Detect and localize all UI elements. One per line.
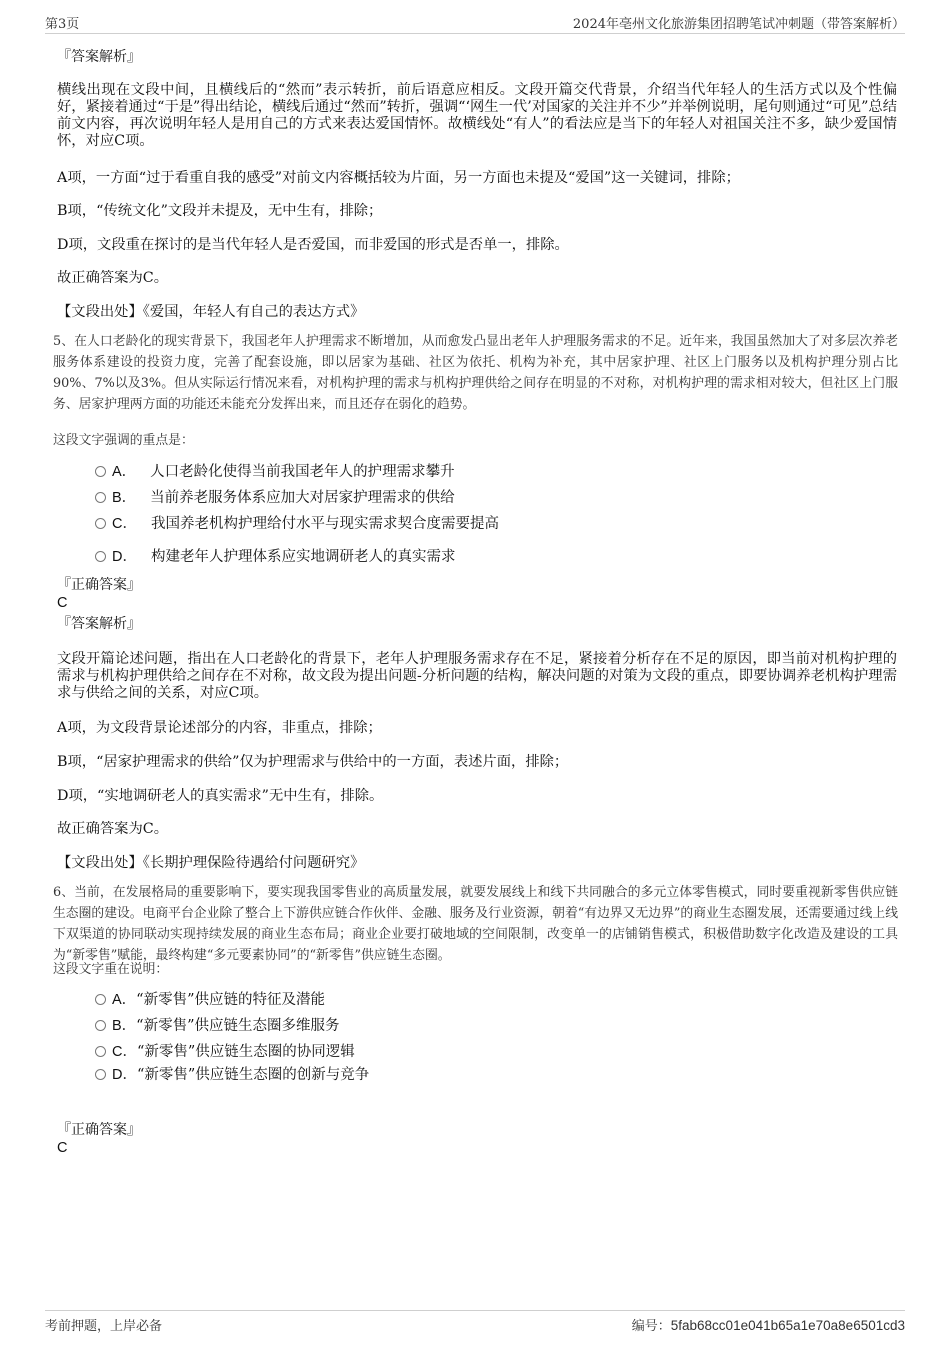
option-text: “新零售”供应链生态圈的协同逻辑: [136, 1044, 355, 1060]
option-letter: C．: [112, 516, 137, 532]
footer-slogan: 考前押题，上岸必备: [45, 1319, 163, 1334]
radio-button[interactable]: [95, 551, 106, 562]
option-text: “新零售”供应链的特征及潜能: [136, 992, 325, 1008]
header-divider: [45, 33, 905, 34]
q5-option-a[interactable]: [95, 463, 455, 481]
q5-analysis-label: 『答案解析』: [57, 616, 141, 632]
radio-button[interactable]: [95, 1020, 106, 1031]
option-letter: D．: [112, 1067, 137, 1083]
q6-option-d[interactable]: [95, 1066, 369, 1084]
footer-code-value: 5fab68cc01e041b65a1e70a8e6501cd3: [670, 1318, 905, 1333]
footer-code-label: 编号：: [631, 1319, 671, 1334]
option-text: “新零售”供应链生态圈多维服务: [136, 1018, 340, 1034]
q6-answer: C: [57, 1140, 68, 1156]
q5-option-c[interactable]: [95, 515, 499, 533]
option-letter: B．: [112, 1018, 137, 1034]
q6-option-c[interactable]: [95, 1043, 355, 1061]
q5-analysis-option-b: B项，“居家护理需求的供给”仅为护理需求与供给中的一方面，表述片面，排除；: [57, 754, 569, 770]
q4-conclusion: 故正确答案为C。: [57, 270, 169, 286]
radio-button[interactable]: [95, 1046, 106, 1057]
option-text: 我国养老机构护理给付水平与现实需求契合度需要提高: [150, 516, 499, 532]
q5-question-text: 5、在人口老龄化的现实背景下，我国老年人护理需求不断增加，从而愈发凸显出老年人护理服务需求的不足。近年来，我国虽然加大了对多层次养老服务体系建设的投资力度，完善了配套设施，即以居家为基础、社区为依托、机构为补充，其中居家护理、社区上门服务以及机构护理分别占比90%、7%以及3%。但从实际运行情况来看，对机构护理的需求与机构护理供给之间存在明显的不对称，对机构护理的需求相对较大，但社区上门服务、居家护理两方面的功能还未能充分发挥出来，而且还存在弱化的趋势。: [53, 334, 898, 412]
q6-question-text: 6、当前，在发展格局的重要影响下，要实现我国零售业的高质量发展，就要发展线上和线下共同融合的多元立体零售模式，同时要重视新零售供应链生态圈的建设。电商平台企业除了整合上下游供应链合作伙伴、金融、服务及行业资源，朝着“有边界又无边界”的商业生态圈发展，还需要通过线上线下双渠道的协同联动实现持续发展的商业生态布局；商业企业要打破地域的空间限制，改变单一的店铺销售模式，积极借助数字化改造及建设的工具为“新零售”赋能，最终构建“多元要素协同”的“新零售”供应链生态圈。: [53, 885, 898, 963]
page-header: [45, 13, 905, 33]
radio-button[interactable]: [95, 994, 106, 1005]
q4-analysis-option-a: A项，一方面“过于看重自我的感受”对前文内容概括较为片面，另一方面也未提及“爱国”这一关键词，排除；: [57, 170, 740, 186]
option-text: “新零售”供应链生态圈的创新与竞争: [136, 1067, 370, 1083]
q4-source: 【文段出处】《爱国，年轻人有自己的表达方式》: [57, 304, 365, 320]
document-title: 2024年亳州文化旅游集团招聘笔试冲刺题（带答案解析）: [572, 17, 905, 32]
q4-analysis-option-b: B项，“传统文化”文段并未提及，无中生有，排除；: [57, 203, 383, 219]
option-text: 当前养老服务体系应加大对居家护理需求的供给: [150, 490, 455, 506]
q6-answer-label: 『正确答案』: [57, 1122, 141, 1138]
footer-divider: [45, 1310, 905, 1311]
q4-analysis-text: 横线出现在文段中间，且横线后的“然而”表示转折，前后语意应相反。文段开篇交代背景，介绍当代年轻人的生活方式以及个性偏好，紧接着通过“于是”得出结论，横线后通过“然而”转折，强调“‘网生一代’对国家的关注并不少”并举例说明，尾句则通过“可见”总结前文内容，再次说明年轻人是用自己的方式来表达爱国情怀。故横线处“有人”的看法应是当下的年轻人对祖国关注不多，缺少爱国情怀，对应C项。: [57, 82, 897, 149]
option-letter: A．: [112, 464, 137, 480]
radio-button[interactable]: [95, 518, 106, 529]
option-letter: C．: [112, 1044, 137, 1060]
radio-button[interactable]: [95, 466, 106, 477]
page-number: 第3页: [45, 17, 80, 32]
q4-analysis-option-d: D项，文段重在探讨的是当代年轻人是否爱国，而非爱国的形式是否单一，排除。: [57, 237, 569, 253]
q5-conclusion: 故正确答案为C。: [57, 821, 169, 837]
q5-source: 【文段出处】《长期护理保险待遇给付问题研究》: [57, 855, 365, 871]
q5-option-b[interactable]: [95, 489, 455, 507]
option-text: 构建老年人护理体系应实地调研老人的真实需求: [150, 549, 456, 565]
q6-option-b[interactable]: [95, 1017, 340, 1035]
radio-button[interactable]: [95, 492, 106, 503]
option-text: 人口老龄化使得当前我国老年人的护理需求攀升: [150, 464, 455, 480]
option-letter: A．: [112, 992, 137, 1008]
footer-code: [632, 1315, 905, 1334]
q6-prompt: 这段文字重在说明：: [53, 962, 169, 977]
q5-analysis-option-d: D项，“实地调研老人的真实需求”无中生有，排除。: [57, 788, 384, 804]
option-letter: B．: [112, 490, 137, 506]
radio-button[interactable]: [95, 1069, 106, 1080]
q5-answer: C: [57, 595, 68, 611]
q6-option-a[interactable]: [95, 991, 325, 1009]
option-letter: D．: [112, 549, 137, 565]
q5-prompt: 这段文字强调的重点是：: [53, 433, 194, 448]
q5-analysis-option-a: A项，为文段背景论述部分的内容，非重点，排除；: [57, 720, 382, 736]
q4-analysis-label: 『答案解析』: [57, 49, 141, 65]
q5-option-d[interactable]: [95, 548, 455, 566]
q5-answer-label: 『正确答案』: [57, 577, 141, 593]
q5-analysis-text: 文段开篇论述问题，指出在人口老龄化的背景下，老年人护理服务需求存在不足，紧接着分析存在不足的原因，即当前对机构护理的需求与机构护理供给之间存在不对称，故文段为提出问题-分析问题的结构，解决问题的对策为文段的重点，即要协调养老机构护理需求与供给之间的关系，对应C项。: [57, 651, 897, 701]
